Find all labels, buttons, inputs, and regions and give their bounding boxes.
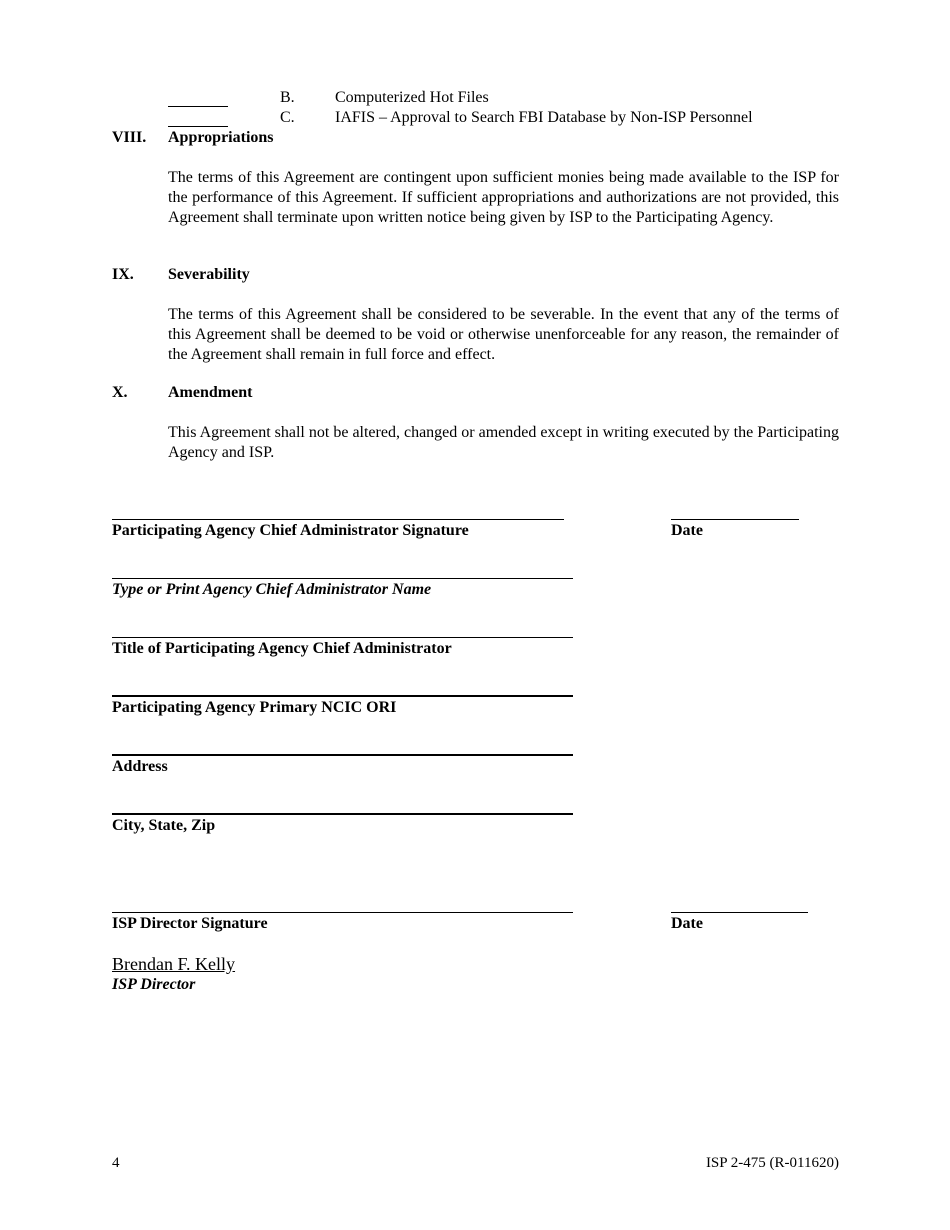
checkbox-blank-c[interactable] [168,126,228,127]
agency-admin-name-label: Type or Print Agency Chief Administrator Name [112,581,432,598]
section-number: IX. [112,266,134,283]
list-item-letter: B. [280,89,295,106]
checkbox-blank-b[interactable] [168,106,228,107]
section-body: The terms of this Agreement shall be considered to be severable. In the event that any of the terms of this Agreement shall be deemed to be void or otherwise unenforceable for any reason, the remainder of the Agreement shall remain in full force and effect. [168,306,839,363]
section-body: This Agreement shall not be altered, changed or amended except in writing executed by the Participating Agency and ISP. [168,424,839,461]
city-state-zip-line[interactable] [112,813,573,815]
section-title: Appropriations [168,129,274,146]
list-item-letter: C. [280,109,295,126]
section-body: The terms of this Agreement are contingent upon sufficient monies being made available to the ISP for the performance of this Agreement. If sufficient appropriations and authorizations are not provided, this Agreement shall terminate upon written notice being given by ISP to the Participating Agency. [168,169,839,226]
isp-signature-line[interactable] [112,912,573,913]
agency-admin-title-label: Title of Participating Agency Chief Administrator [112,640,452,657]
director-title: ISP Director [112,976,196,993]
agency-ori-label: Participating Agency Primary NCIC ORI [112,699,397,716]
address-label: Address [112,758,168,775]
page-number: 4 [112,1155,120,1171]
list-item-text: IAFIS – Approval to Search FBI Database by Non-ISP Personnel [335,109,753,126]
list-item-text: Computerized Hot Files [335,89,489,106]
agency-admin-name-line[interactable] [112,578,573,579]
director-name: Brendan F. Kelly [112,954,236,974]
agency-signature-label: Participating Agency Chief Administrator Signature [112,522,469,539]
section-title: Amendment [168,384,253,401]
agency-date-label: Date [671,522,703,539]
agency-date-line[interactable] [671,519,799,520]
agency-ori-line[interactable] [112,695,573,697]
isp-signature-label: ISP Director Signature [112,915,268,932]
section-number: VIII. [112,129,147,146]
isp-date-line[interactable] [671,912,808,913]
section-title: Severability [168,266,250,283]
agency-admin-title-line[interactable] [112,637,573,638]
address-line[interactable] [112,754,573,756]
agency-signature-line[interactable] [112,519,564,520]
isp-date-label: Date [671,915,703,932]
section-number: X. [112,384,128,401]
form-id: ISP 2-475 (R-011620) [705,1155,839,1171]
city-state-zip-label: City, State, Zip [112,817,216,834]
